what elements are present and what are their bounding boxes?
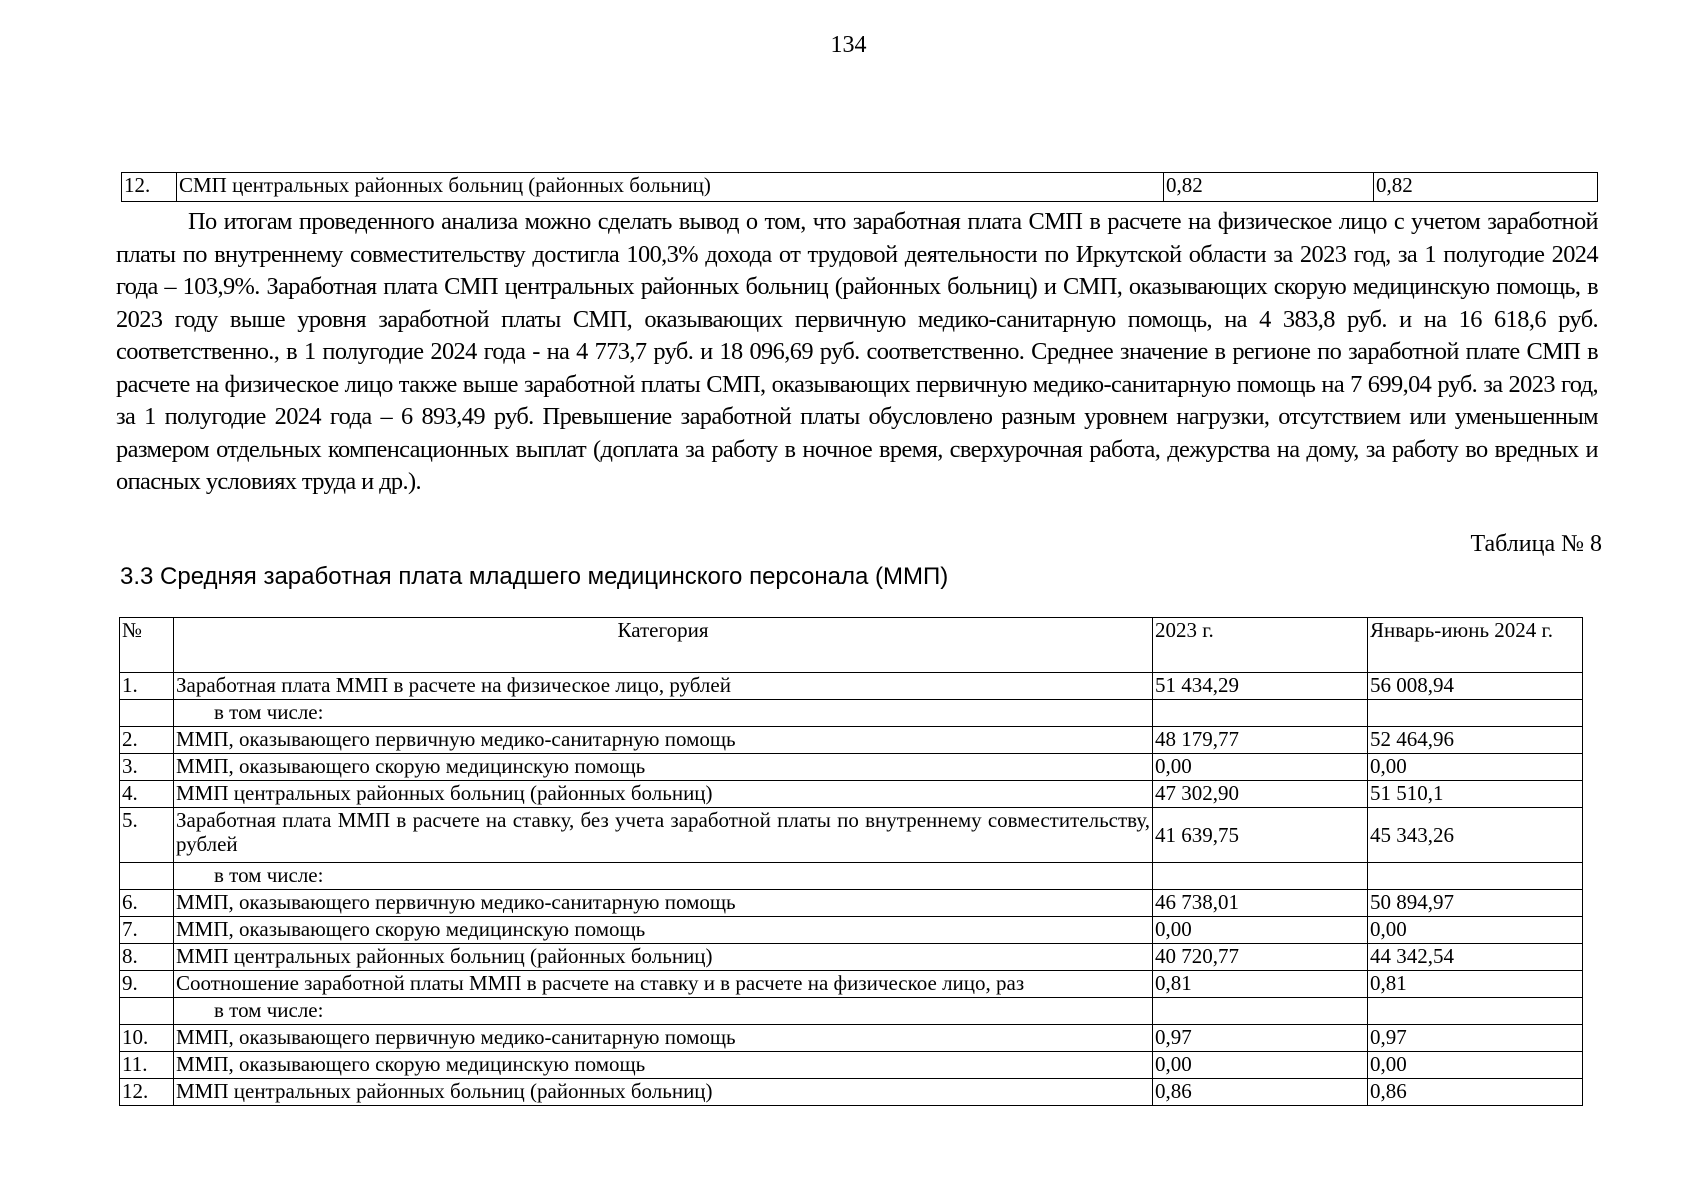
table-caption: Таблица № 8 — [1470, 531, 1602, 557]
table-row — [120, 971, 1583, 998]
value-2024: 0,00 — [1368, 1052, 1583, 1079]
row-number: 1. — [120, 673, 174, 700]
value-2024: 0,82 — [1374, 173, 1598, 202]
value-2023: 47 302,90 — [1153, 781, 1368, 808]
value-2023: 0,97 — [1153, 1025, 1368, 1052]
row-category: ММП центральных районных больниц (районных больниц) — [174, 1079, 1153, 1106]
row-number: 12. — [120, 1079, 174, 1106]
table-row — [120, 917, 1583, 944]
value-2023: 0,00 — [1153, 1052, 1368, 1079]
value-2024: 44 342,54 — [1368, 944, 1583, 971]
salary-table — [119, 617, 1583, 1106]
row-number: 11. — [120, 1052, 174, 1079]
value-2023: 0,00 — [1153, 754, 1368, 781]
value-2023: 0,81 — [1153, 971, 1368, 998]
value-2023: 46 738,01 — [1153, 890, 1368, 917]
paragraph-text: По итогам проведенного анализа можно сделать вывод о том, что заработная плата СМП в расчете на физическое лицо с учетом заработной платы по внутреннему совместительству достигла 100,3% дохода от трудовой деятельности по Иркутской области за 2023 год, за 1 полугодие 2024 года – 103,9%. Заработная плата СМП центральных районных больниц (районных больниц) и СМП, оказывающих скорую медицинскую помощь, в 2023 году выше уровня заработной платы СМП, оказывающих первичную медико-санитарную помощь, на 4 383,8 руб. и на 16 618,6 руб. соответственно., в 1 полугодие 2024 года - на 4 773,7 руб. и 18 096,69 руб. соответственно. Среднее значение в регионе по заработной плате СМП в расчете на физическое лицо также выше заработной платы СМП, оказывающих первичную медико-санитарную помощь на 7 699,04 руб. за 2023 год, за 1 полугодие 2024 года – 6 893,49 руб. Превышение заработной платы обусловлено разным уровнем нагрузки, отсутствием или уменьшенным размером отдельных компенсационных выплат (доплата за работу в ночное время, сверхурочная работа, дежурства на дому, за работу во вредных и опасных условиях труда и др.). — [116, 208, 1598, 495]
row-number: 2. — [120, 727, 174, 754]
row-category: ММП, оказывающего скорую медицинскую помощь — [174, 754, 1153, 781]
row-category: ММП, оказывающего скорую медицинскую помощь — [174, 1052, 1153, 1079]
row-category: ММП, оказывающего скорую медицинскую помощь — [174, 917, 1153, 944]
value-2023: 0,00 — [1153, 917, 1368, 944]
row-number: 9. — [120, 971, 174, 998]
row-category: Заработная плата ММП в расчете на физическое лицо, рублей — [174, 673, 1153, 700]
table-row — [120, 998, 1583, 1025]
value-2024: 0,86 — [1368, 1079, 1583, 1106]
value-2023 — [1153, 700, 1368, 727]
value-2024: 0,97 — [1368, 1025, 1583, 1052]
header-2024: Январь-июнь 2024 г. — [1368, 618, 1583, 673]
table-row — [120, 727, 1583, 754]
value-2023: 48 179,77 — [1153, 727, 1368, 754]
row-category: в том числе: — [174, 863, 1153, 890]
value-2024: 50 894,97 — [1368, 890, 1583, 917]
page-number: 134 — [830, 32, 867, 58]
table-row — [120, 673, 1583, 700]
table-row — [120, 944, 1583, 971]
table-row — [120, 890, 1583, 917]
analysis-paragraph — [116, 206, 1598, 499]
row-category: ММП центральных районных больниц (районных больниц) — [174, 781, 1153, 808]
row-number: 12. — [122, 173, 177, 202]
row-category: ММП, оказывающего первичную медико-санитарную помощь — [174, 1025, 1153, 1052]
row-number: 7. — [120, 917, 174, 944]
row-number: 10. — [120, 1025, 174, 1052]
value-2024 — [1368, 998, 1583, 1025]
row-number: 5. — [120, 808, 174, 863]
header-2023: 2023 г. — [1153, 618, 1368, 673]
continued-table — [121, 172, 1598, 202]
value-2024: 0,00 — [1368, 754, 1583, 781]
row-category: ММП, оказывающего первичную медико-санитарную помощь — [174, 890, 1153, 917]
table-row — [120, 863, 1583, 890]
row-category: Заработная плата ММП в расчете на ставку, без учета заработной платы по внутреннему совместительству, рублей — [174, 808, 1153, 863]
row-category: в том числе: — [174, 998, 1153, 1025]
row-category: СМП центральных районных больниц (районных больниц) — [177, 173, 1164, 202]
table-header-row — [120, 618, 1583, 673]
table-row — [120, 808, 1583, 863]
row-category: Соотношение заработной платы ММП в расчете на ставку и в расчете на физическое лицо, раз — [174, 971, 1153, 998]
row-number — [120, 700, 174, 727]
value-2024: 45 343,26 — [1368, 808, 1583, 863]
row-category: ММП, оказывающего первичную медико-санитарную помощь — [174, 727, 1153, 754]
value-2023: 0,86 — [1153, 1079, 1368, 1106]
section-title: 3.3 Средняя заработная плата младшего медицинского персонала (ММП) — [120, 563, 949, 590]
row-number — [120, 998, 174, 1025]
table-row — [120, 781, 1583, 808]
value-2024: 51 510,1 — [1368, 781, 1583, 808]
value-2024: 56 008,94 — [1368, 673, 1583, 700]
value-2023: 51 434,29 — [1153, 673, 1368, 700]
table-row — [120, 1052, 1583, 1079]
value-2023 — [1153, 998, 1368, 1025]
row-number — [120, 863, 174, 890]
table-row — [122, 173, 1598, 202]
row-number: 8. — [120, 944, 174, 971]
table-row — [120, 1025, 1583, 1052]
value-2024: 0,00 — [1368, 917, 1583, 944]
row-number: 6. — [120, 890, 174, 917]
table-row — [120, 1079, 1583, 1106]
row-number: 3. — [120, 754, 174, 781]
value-2024 — [1368, 700, 1583, 727]
row-category: ММП центральных районных больниц (районных больниц) — [174, 944, 1153, 971]
table-row — [120, 754, 1583, 781]
value-2023 — [1153, 863, 1368, 890]
header-category: Категория — [174, 618, 1153, 673]
value-2024: 52 464,96 — [1368, 727, 1583, 754]
value-2023: 41 639,75 — [1153, 808, 1368, 863]
row-number: 4. — [120, 781, 174, 808]
table-row — [120, 700, 1583, 727]
value-2023: 40 720,77 — [1153, 944, 1368, 971]
header-number: № — [120, 618, 174, 673]
row-category: в том числе: — [174, 700, 1153, 727]
value-2024: 0,81 — [1368, 971, 1583, 998]
value-2024 — [1368, 863, 1583, 890]
value-2023: 0,82 — [1164, 173, 1374, 202]
